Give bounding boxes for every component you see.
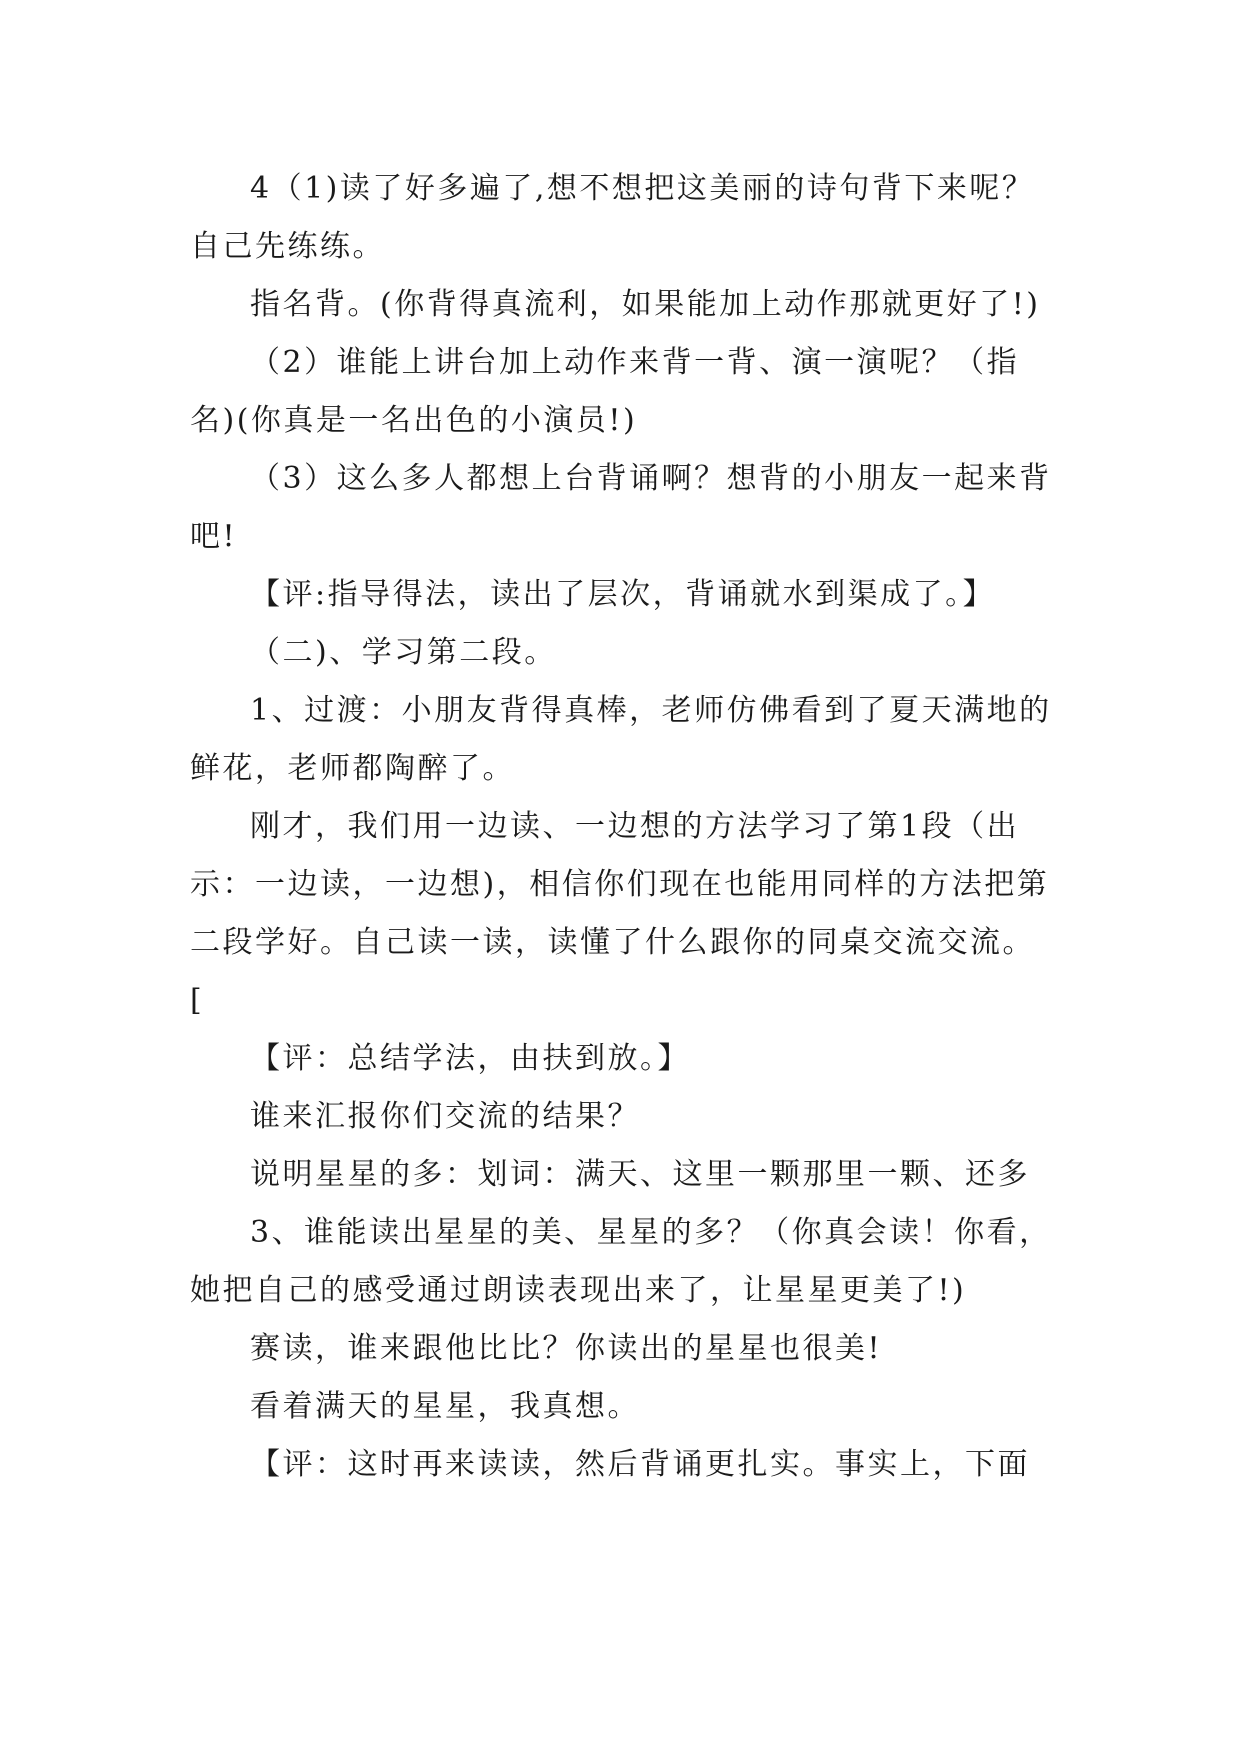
paragraph-method: 刚才，我们用一边读、一边想的方法学习了第1段（出示：一边读，一边想)，相信你们现在也能用同样的方法把第二段学好。自己读一读，读懂了什么跟你的同桌交流交流。 xyxy=(190,809,1050,960)
paragraph-name-recite: 指名背。(你背得真流利，如果能加上动作那就更好了!) xyxy=(250,287,1041,322)
paragraph-stars-many: 说明星星的多：划词：满天、这里一颗那里一颗、还多 xyxy=(250,1157,1030,1192)
paragraph-section-heading: （二)、学习第二段。 xyxy=(250,635,557,670)
paragraph-bracket: [ xyxy=(190,983,205,1018)
paragraph-comment-3: 【评：这时再来读读，然后背诵更扎实。事实上，下面 xyxy=(250,1447,1030,1482)
paragraph-report: 谁来汇报你们交流的结果？ xyxy=(250,1099,640,1134)
paragraph-contest-read: 赛读，谁来跟他比比？你读出的星星也很美! xyxy=(250,1331,883,1366)
paragraph-looking-stars: 看着满天的星星，我真想。 xyxy=(250,1389,640,1424)
paragraph-comment-1: 【评:指导得法，读出了层次，背诵就水到渠成了。】 xyxy=(250,577,996,612)
paragraph-transition: 1、过渡：小朋友背得真棒，老师仿佛看到了夏天满地的鲜花，老师都陶醉了。 xyxy=(190,693,1052,786)
document-body xyxy=(190,160,1055,1494)
paragraph-act-out: （2）谁能上讲台加上动作来背一背、演一演呢？（指名)(你真是一名出色的小演员!) xyxy=(190,345,1020,438)
paragraph-comment-2: 【评：总结学法，由扶到放。】 xyxy=(250,1041,690,1076)
paragraph-recite-practice: 4（1)读了好多遍了,想不想把这美丽的诗句背下来呢？自己先练练。 xyxy=(190,171,1035,264)
paragraph-recite-together: （3）这么多人都想上台背诵啊？想背的小朋友一起来背吧! xyxy=(190,461,1052,554)
paragraph-read-stars: 3、谁能读出星星的美、星星的多？（你真会读！你看，她把自己的感受通过朗读表现出来了，让星星更美了!) xyxy=(190,1215,1052,1308)
